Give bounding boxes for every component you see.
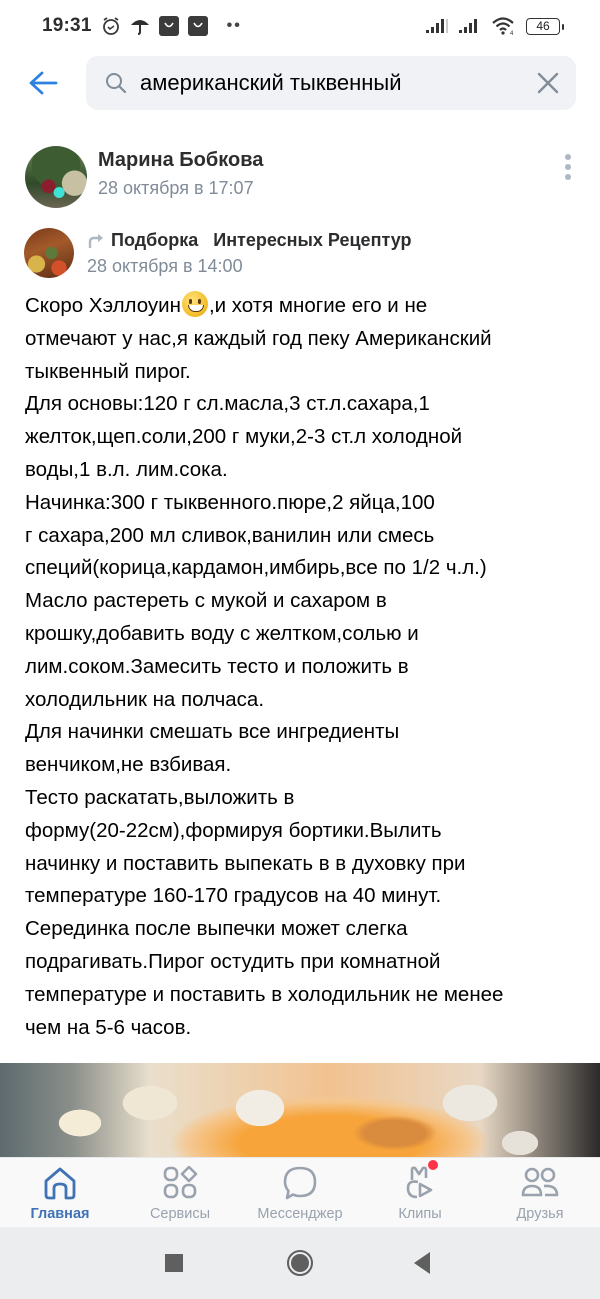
post-text-line: специй(корица,кардамон,имбирь,все по 1/2 ч.л.) bbox=[25, 556, 487, 580]
search-bar[interactable] bbox=[86, 56, 576, 110]
tab-services[interactable] bbox=[120, 1158, 240, 1227]
group-avatar[interactable] bbox=[24, 228, 74, 278]
clear-search-button[interactable] bbox=[534, 69, 562, 97]
tab-clips[interactable] bbox=[360, 1158, 480, 1227]
alarm-icon bbox=[101, 16, 121, 36]
arrow-left-icon bbox=[28, 70, 58, 96]
post-text-line: Серединка после выпечки может слегка bbox=[25, 917, 408, 941]
author-avatar[interactable] bbox=[25, 146, 87, 208]
more-vertical-icon bbox=[565, 174, 571, 180]
home-icon bbox=[42, 1166, 78, 1200]
more-vertical-icon bbox=[565, 154, 571, 160]
system-navigation-bar bbox=[0, 1227, 600, 1299]
repost-date: 28 октября в 14:00 bbox=[87, 256, 243, 276]
post-text-line: крошку,добавить воду с желтком,солью и bbox=[25, 621, 419, 645]
app-notification-icon bbox=[159, 16, 179, 36]
post-date: 28 октября в 17:07 bbox=[98, 178, 254, 198]
umbrella-icon bbox=[130, 16, 150, 36]
chat-bubble-icon bbox=[282, 1166, 318, 1200]
clips-badge-dot bbox=[428, 1160, 438, 1170]
post-text-line: отмечают у нас,я каждый год пеку Американский bbox=[25, 326, 492, 350]
tab-messenger[interactable] bbox=[240, 1158, 360, 1227]
tab-friends[interactable] bbox=[480, 1158, 600, 1227]
post-text-line: температуре и поставить в холодильник не менее bbox=[25, 982, 504, 1006]
post-text-line: подрагивать.Пирог остудить при комнатной bbox=[25, 949, 441, 973]
post-text-line: Тесто раскатать,выложить в bbox=[25, 785, 295, 809]
post-text bbox=[25, 290, 585, 1044]
circle-icon bbox=[286, 1249, 314, 1277]
back-button[interactable] bbox=[16, 56, 70, 110]
search-input[interactable] bbox=[140, 70, 510, 96]
more-notifications-icon: •• bbox=[226, 17, 242, 34]
post-text-line: холодильник на полчаса. bbox=[25, 687, 265, 711]
square-icon bbox=[164, 1253, 184, 1273]
post-menu-button[interactable] bbox=[558, 152, 578, 182]
signal-icon bbox=[458, 18, 482, 34]
tab-label: Клипы bbox=[398, 1206, 442, 1222]
status-bar bbox=[0, 0, 600, 52]
battery-icon bbox=[526, 18, 560, 35]
post-text-line: Для основы:120 г сл.масла,3 ст.л.сахара,1 bbox=[25, 392, 430, 416]
tab-home[interactable] bbox=[0, 1158, 120, 1227]
post-text-line: г сахара,200 мл сливок,ванилин или смесь bbox=[25, 523, 435, 547]
post-text-line: Начинка:300 г тыквенного.пюре,2 яйца,100 bbox=[25, 490, 435, 514]
tab-label: Мессенджер bbox=[257, 1206, 343, 1222]
grinning-face-emoji-icon bbox=[182, 291, 208, 317]
search-icon bbox=[104, 71, 128, 95]
back-nav-button[interactable] bbox=[412, 1251, 432, 1275]
post-text-line: Масло растереть с мукой и сахаром в bbox=[25, 589, 387, 613]
signal-icon bbox=[425, 18, 449, 34]
close-icon bbox=[537, 72, 559, 94]
author-name[interactable]: Марина Бобкова bbox=[98, 149, 264, 171]
clips-icon bbox=[402, 1166, 438, 1200]
post-text-line: лим.соком.Замесить тесто и положить в bbox=[25, 654, 409, 678]
post-header bbox=[0, 142, 600, 212]
triangle-back-icon bbox=[412, 1251, 432, 1275]
tab-label: Друзья bbox=[516, 1206, 564, 1222]
tab-label: Сервисы bbox=[149, 1206, 211, 1222]
post-text-line: венчиком,не взбивая. bbox=[25, 753, 232, 777]
post-text-line: тыквенный пирог. bbox=[25, 359, 191, 383]
post-text-line: форму(20-22см),формируя бортики.Вылить bbox=[25, 818, 442, 842]
search-header bbox=[0, 56, 600, 110]
svg-text:4: 4 bbox=[510, 31, 514, 36]
pumpkin-pie-photo[interactable] bbox=[0, 1063, 600, 1157]
status-time: 19:31 bbox=[42, 15, 92, 36]
post-text-line: Для начинки смешать все ингредиенты bbox=[25, 720, 400, 744]
tab-label: Главная bbox=[30, 1206, 90, 1222]
post-text-line: чем на 5-6 часов. bbox=[25, 1015, 192, 1039]
battery-level: 46 bbox=[536, 19, 550, 33]
bottom-tab-bar bbox=[0, 1157, 600, 1227]
home-button[interactable] bbox=[286, 1249, 314, 1277]
repost-header bbox=[0, 226, 600, 280]
friends-icon bbox=[520, 1166, 560, 1200]
repost-source-name[interactable]: Подборка Интересных Рецептур bbox=[111, 230, 412, 250]
post-text-line: воды,1 в.л. лим.сока. bbox=[25, 457, 228, 481]
services-grid-icon bbox=[162, 1166, 198, 1200]
post-text-line: желток,щеп.соли,200 г муки,2-3 ст.л холодной bbox=[25, 425, 463, 449]
more-vertical-icon bbox=[565, 164, 571, 170]
post-text-line: Скоро Хэллоуин ,и хотя многие его и не bbox=[25, 290, 585, 323]
repost-arrow-icon bbox=[87, 233, 105, 249]
wifi-icon bbox=[491, 16, 517, 36]
post-text-line: начинку и поставить выпекать в в духовку при bbox=[25, 851, 466, 875]
recents-button[interactable] bbox=[164, 1253, 184, 1273]
app-notification-icon bbox=[188, 16, 208, 36]
post-text-line: температуре 160-170 градусов на 40 минут. bbox=[25, 884, 442, 908]
